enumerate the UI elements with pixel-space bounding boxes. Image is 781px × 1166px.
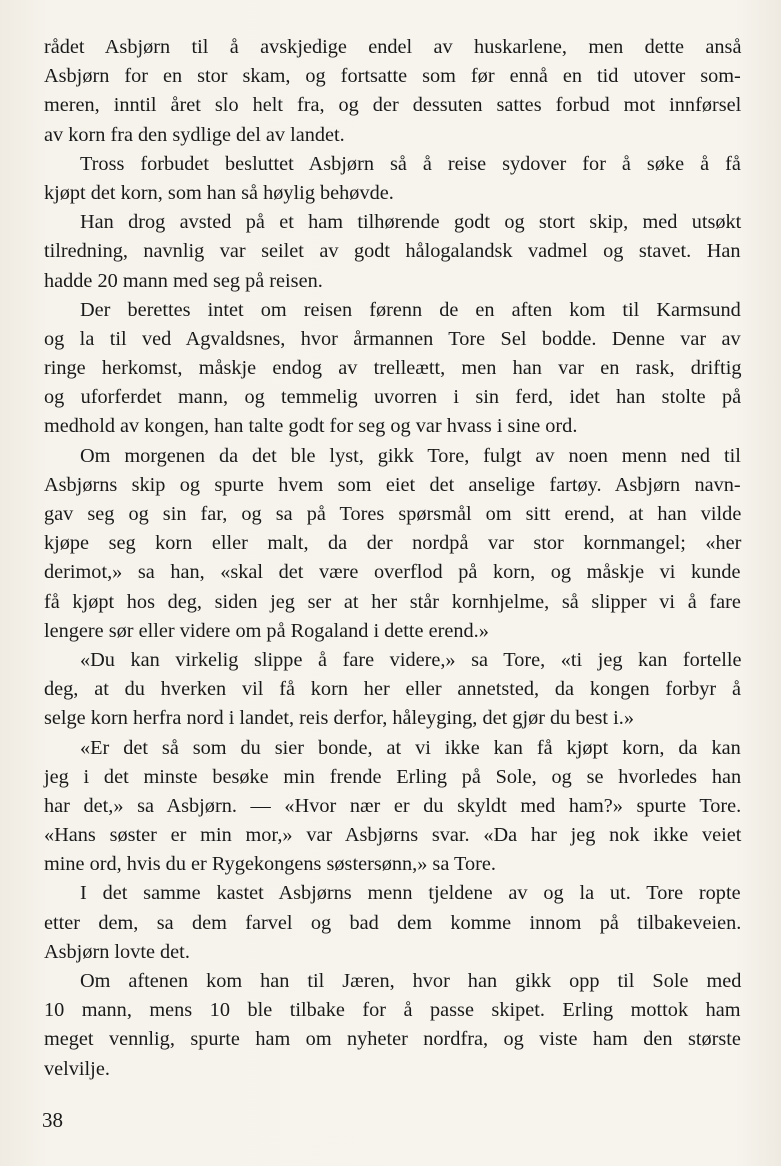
text-line: Han drog avsted på et ham tilhørende godt og stort skip, med utsøkt bbox=[80, 211, 742, 234]
text-line: Om morgenen da det ble lyst, gikk Tore, fulgt av noen menn ned til bbox=[80, 444, 741, 467]
text-line: 10 mann, mens 10 ble tilbake for å passe skipet. Erling mottok ham bbox=[44, 999, 741, 1022]
paragraph bbox=[44, 33, 741, 150]
text-line: «Hans søster er min mor,» var Asbjørns svar. «Da har jeg nok ikke veiet bbox=[44, 824, 742, 847]
text-line: mine ord, hvis du er Rygekongens søstersønn,» sa Tore. bbox=[44, 853, 496, 876]
text-line: og la til ved Agvaldsnes, hvor årmannen Tore Sel bodde. Denne var av bbox=[44, 327, 741, 350]
paragraph bbox=[44, 967, 741, 1084]
text-line: rådet Asbjørn til å avskjedige endel av huskarlene, men dette anså bbox=[44, 36, 742, 58]
text-line: velvilje. bbox=[44, 1057, 110, 1080]
paragraph bbox=[44, 208, 741, 296]
text-line: meget vennlig, spurte ham om nyheter nordfra, og viste ham den største bbox=[44, 1028, 741, 1051]
paragraph bbox=[44, 646, 741, 734]
paragraph bbox=[44, 442, 741, 646]
text-line: Asbjørn for en stor skam, og fortsatte som før ennå en tid utover som- bbox=[44, 65, 741, 88]
text-line: og uforferdet mann, og temmelig uvorren i sin ferd, idet han stolte på bbox=[44, 386, 742, 409]
text-line: Om aftenen kom han til Jæren, hvor han gikk opp til Sole med bbox=[80, 970, 742, 992]
text-line: «Du kan virkelig slippe å fare videre,» sa Tore, «ti jeg kan fortelle bbox=[80, 648, 742, 671]
text-line: medhold av kongen, han talte godt for seg og var hvass i sine ord. bbox=[44, 415, 578, 438]
text-line: Der berettes intet om reisen førenn de en aften kom til Karmsund bbox=[80, 298, 741, 321]
text-line: derimot,» sa han, «skal det være overflod på korn, og måskje vi kunde bbox=[44, 561, 741, 584]
body-text bbox=[44, 33, 741, 1084]
text-line: Asbjørns skip og spurte hvem som eiet det anselige fartøy. Asbjørn navn- bbox=[44, 473, 741, 496]
paragraph bbox=[44, 879, 741, 967]
text-line: meren, inntil året slo helt fra, og der dessuten sattes forbud mot innførsel bbox=[44, 94, 742, 117]
text-line: få kjøpt hos deg, siden jeg ser at her står kornhjelme, så slipper vi å fare bbox=[44, 590, 741, 613]
text-line: selge korn herfra nord i landet, reis derfor, håleyging, det gjør du best i.» bbox=[44, 707, 634, 730]
text-line: tilredning, navnlig var seilet av godt hålogalandsk vadmel og stavet. Han bbox=[44, 240, 741, 263]
paragraph bbox=[44, 296, 741, 442]
text-line: I det samme kastet Asbjørns menn tjeldene av og la ut. Tore ropte bbox=[80, 882, 741, 905]
text-line: Asbjørn lovte det. bbox=[44, 940, 190, 963]
text-line: jeg i det minste besøke min frende Erling på Sole, og se hvorledes han bbox=[44, 765, 742, 788]
text-line: Tross forbudet besluttet Asbjørn så å reise sydover for å søke å få bbox=[80, 152, 741, 175]
text-line: deg, at du hverken vil få korn her eller annetsted, da kongen forbyr å bbox=[44, 678, 741, 701]
text-line: hadde 20 mann med seg på reisen. bbox=[44, 269, 323, 292]
text-line: lengere sør eller videre om på Rogaland i dette erend.» bbox=[44, 619, 489, 642]
text-line: ringe herkomst, måskje endog av trelleætt, men han var en rask, driftig bbox=[44, 357, 742, 380]
text-line: kjøpt det korn, som han så høylig behøvde. bbox=[44, 181, 394, 204]
text-line: gav seg og sin far, og sa på Tores spørsmål om sitt erend, at han vilde bbox=[44, 503, 742, 525]
text-line: etter dem, sa dem farvel og bad dem komme innom på tilbakeveien. bbox=[44, 911, 742, 934]
text-line: «Er det så som du sier bonde, at vi ikke kan få kjøpt korn, da kan bbox=[80, 736, 741, 759]
page-number: 38 bbox=[42, 1108, 63, 1132]
text-line: har det,» sa Asbjørn. — «Hvor nær er du skyldt med ham?» spurte Tore. bbox=[44, 794, 742, 817]
paragraph bbox=[44, 150, 741, 208]
paragraph bbox=[44, 734, 741, 880]
text-line: av korn fra den sydlige del av landet. bbox=[44, 123, 345, 146]
text-line: kjøpe seg korn eller malt, da der nordpå var stor kornmangel; «her bbox=[44, 532, 742, 555]
